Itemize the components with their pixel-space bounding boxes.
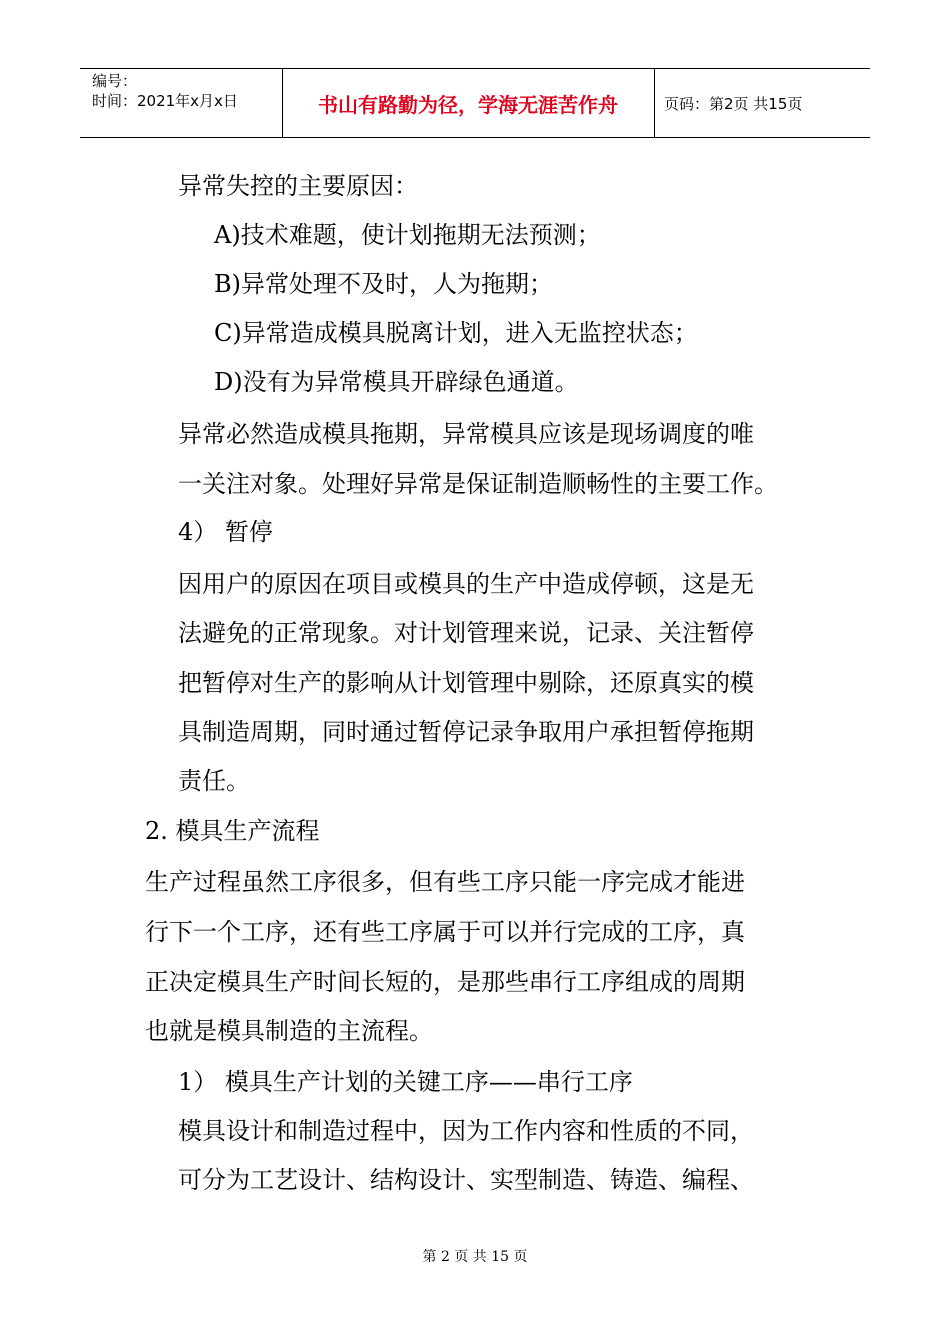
body-line: 可分为工艺设计、结构设计、实型制造、铸造、编程、 [178, 1166, 754, 1194]
header-page-info: 页码：第2页 共15页 [664, 94, 803, 113]
page-header [80, 68, 870, 138]
body-line: 一关注对象。处理好异常是保证制造顺畅性的主要工作。 [178, 470, 778, 498]
body-line: D)没有为异常模具开辟绿色通道。 [214, 368, 579, 396]
doc-number-label: 编号： [92, 72, 138, 90]
body-line: 具制造周期，同时通过暂停记录争取用户承担暂停拖期 [178, 718, 754, 746]
header-motto: 书山有路勤为径，学海无涯苦作舟 [318, 92, 618, 117]
body-line: 法避免的正常现象。对计划管理来说，记录、关注暂停 [178, 619, 754, 647]
section-heading: 1） 模具生产计划的关键工序——串行工序 [178, 1068, 633, 1096]
body-line: 也就是模具制造的主流程。 [145, 1017, 433, 1045]
body-line: 异常失控的主要原因： [178, 172, 418, 200]
doc-time-label: 时间：2021年x月x日 [92, 92, 238, 110]
body-line: A)技术难题，使计划拖期无法预测； [214, 221, 601, 249]
header-meta [92, 71, 238, 111]
body-line: C)异常造成模具脱离计划，进入无监控状态； [214, 319, 698, 347]
body-line: 正决定模具生产时间长短的，是那些串行工序组成的周期 [145, 968, 745, 996]
body-line: 行下一个工序，还有些工序属于可以并行完成的工序，真 [145, 918, 745, 946]
page-footer: 第 2 页 共 15 页 [422, 1249, 528, 1265]
body-line: 把暂停对生产的影响从计划管理中剔除，还原真实的模 [178, 669, 754, 697]
section-heading: 2. 模具生产流程 [145, 817, 320, 845]
body-line: 责任。 [178, 767, 250, 795]
body-line: 生产过程虽然工序很多，但有些工序只能一序完成才能进 [145, 868, 745, 896]
header-divider [654, 69, 655, 137]
body-line: 因用户的原因在项目或模具的生产中造成停顿，这是无 [178, 570, 754, 598]
body-line: 模具设计和制造过程中，因为工作内容和性质的不同， [178, 1117, 754, 1145]
section-heading: 4） 暂停 [178, 518, 273, 546]
body-line: B)异常处理不及时，人为拖期； [214, 270, 553, 298]
body-line: 异常必然造成模具拖期，异常模具应该是现场调度的唯 [178, 420, 754, 448]
